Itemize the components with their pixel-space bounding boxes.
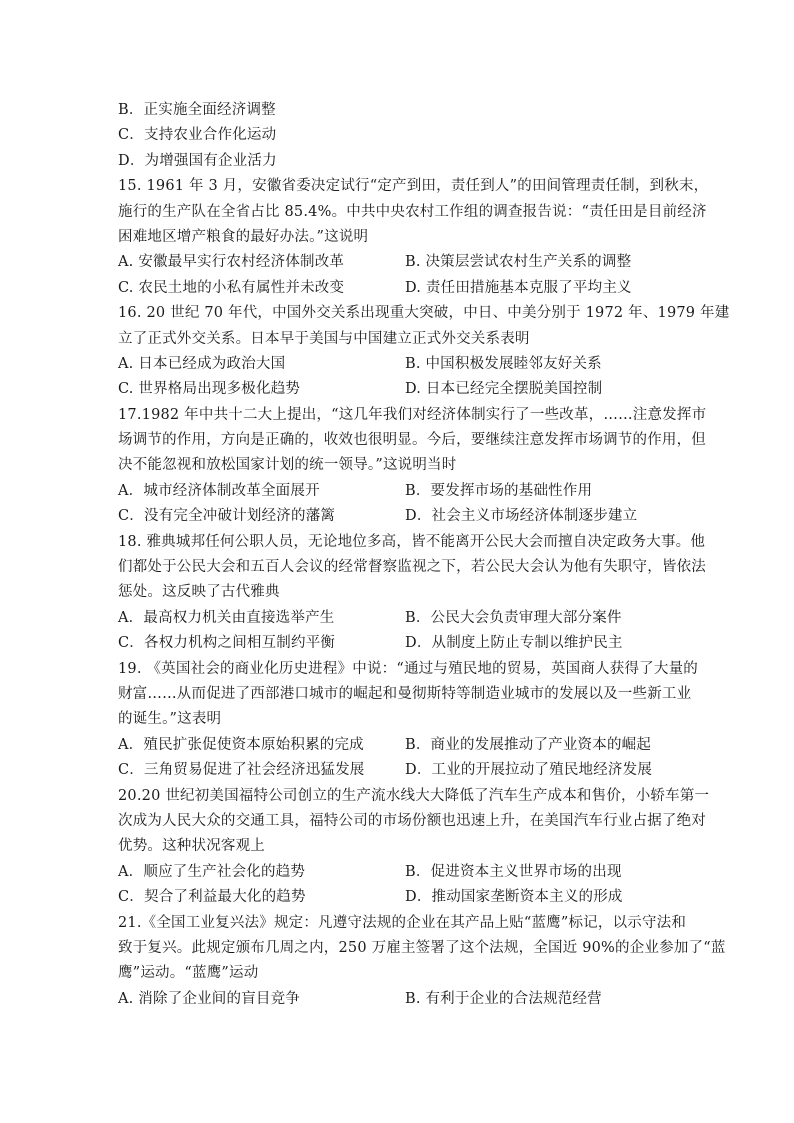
- question-stem-line: 施行的生产队在全省占比 85.4%。中共中央农村工作组的调查报告说：“责任田是目前经济: [118, 203, 707, 220]
- option-b: B．要发挥市场的基础性作用: [405, 482, 593, 499]
- question-17: [118, 403, 707, 530]
- question-stem-line: 21.《全国工业复兴法》规定：凡遵守法规的企业在其产品上贴“蓝鹰”标记，以示守法和: [118, 914, 687, 931]
- option-row: [118, 504, 688, 529]
- question-21: [118, 911, 726, 1013]
- option-b: B．商业的发展推动了产业资本的崛起: [405, 736, 652, 753]
- option-c: C．各权力机构之间相互制约平衡: [118, 635, 336, 652]
- option-b: B．促进资本主义世界市场的出现: [405, 863, 622, 880]
- option-row: [118, 987, 688, 1012]
- option-row: [118, 885, 688, 910]
- option-a: A. 安徽最早实行农村经济体制改革: [118, 254, 345, 271]
- question-stem-line: 优势。这种状况客观上: [118, 838, 265, 855]
- option-b: B. 有利于企业的合法规范经营: [405, 990, 602, 1007]
- option-row: [118, 758, 688, 783]
- question-19: [118, 657, 698, 784]
- option-a: A．顺应了生产社会化的趋势: [118, 863, 306, 880]
- question-stem-line: 们都处于公民大会和五百人会议的经常督察监视之下，若公民大会认为他有失职守，皆依法: [118, 559, 706, 576]
- question-15: [118, 174, 709, 301]
- option-c: C. 农民土地的小私有属性并未改变: [118, 279, 345, 296]
- q14-option-d: D．为增强国有企业活力: [118, 152, 277, 169]
- option-d: D．工业的开展拉动了殖民地经济发展: [405, 762, 653, 779]
- q14-option-b: B．正实施全面经济调整: [118, 102, 276, 118]
- option-b: B. 中国积极发展睦邻友好关系: [405, 355, 602, 372]
- question-stem-line: 困难地区增产粮食的最好办法。”这说明: [118, 228, 369, 245]
- question-stem-line: 立了正式外交关系。日本早于美国与中国建立正式外交关系表明: [118, 330, 530, 347]
- option-d: D. 日本已经完全摆脱美国控制: [405, 381, 603, 398]
- question-18: [118, 530, 706, 657]
- question-stem-line: 19. 《英国社会的商业化历史进程》中说：“通过与殖民地的贸易，英国商人获得了大量的: [118, 660, 698, 677]
- option-row: [118, 860, 688, 885]
- question-20: [118, 784, 710, 911]
- option-row: [118, 631, 688, 656]
- question-stem-line: 财富……从而促进了西部港口城市的崛起和曼彻斯特等制造业城市的发展以及一些新工业: [118, 685, 692, 702]
- option-b: B．公民大会负责审理大部分案件: [405, 609, 622, 626]
- exam-page: [118, 98, 730, 1012]
- option-d: D. 责任田措施基本克服了平均主义: [405, 279, 632, 296]
- option-d: D．推动国家垄断资本主义的形成: [405, 889, 623, 906]
- question-stem-line: 16. 20 世纪 70 年代，中国外交关系出现重大突破，中日、中美分别于 1972 年、1979 年建: [118, 305, 730, 322]
- option-b: B. 决策层尝试农村生产关系的调整: [405, 254, 632, 271]
- option-row: [118, 276, 688, 301]
- question-stem-line: 18. 雅典城邦任何公职人员，无论地位多高，皆不能离开公民大会而擅自决定政务大事。他: [118, 533, 706, 550]
- question-stem-line: 次成为人民大众的交通工具，福特公司的市场份额也迅速上升，在美国汽车行业占据了绝对: [118, 812, 706, 829]
- option-c: C．没有完全冲破计划经济的藩篱: [118, 508, 336, 525]
- option-d: D．社会主义市场经济体制逐步建立: [405, 508, 638, 525]
- option-c: C．三角贸易促进了社会经济迅猛发展: [118, 762, 365, 779]
- question-stem-line: 场调节的作用，方向是正确的，收效也很明显。今后，要继续注意发挥市场调节的作用，但: [118, 432, 706, 449]
- option-row: [118, 606, 688, 631]
- question-stem-line: 惩处。这反映了古代雅典: [118, 584, 280, 601]
- option-row: [118, 377, 688, 402]
- option-row: [118, 479, 688, 504]
- option-c: C．契合了利益最大化的趋势: [118, 889, 306, 906]
- question-stem-line: 的诞生。”这表明: [118, 711, 222, 728]
- question-stem-line: 鹰”运动。“蓝鹰”运动: [118, 965, 259, 982]
- question-stem-line: 致于复兴。此规定颁布几周之内，250 万雇主签署了这个法规，全国近 90%的企业参加了“蓝: [118, 939, 726, 956]
- question-16: [118, 301, 730, 403]
- option-row: [118, 250, 688, 275]
- option-row: [118, 352, 688, 377]
- option-c: C. 世界格局出现多极化趋势: [118, 381, 301, 398]
- option-a: A. 消除了企业间的盲目竞争: [118, 990, 300, 1007]
- question-stem-line: 15. 1961 年 3 月，安徽省委决定试行“定产到田，责任到人”的田间管理责任制，到秋末，: [118, 178, 709, 195]
- option-d: D．从制度上防止专制以维护民主: [405, 635, 623, 652]
- option-a: A．城市经济体制改革全面展开: [118, 482, 320, 499]
- option-a: A. 日本已经成为政治大国: [118, 355, 286, 372]
- option-row: [118, 733, 688, 758]
- question-stem-line: 17.1982 年中共十二大上提出，“这几年我们对经济体制实行了一些改革，……注意发挥市: [118, 406, 707, 423]
- q14-option-c: C．支持农业合作化运动: [118, 127, 277, 144]
- option-a: A．殖民扩张促使资本原始积累的完成: [118, 736, 364, 753]
- option-a: A．最高权力机关由直接选举产生: [118, 609, 335, 626]
- question-stem-line: 决不能忽视和放松国家计划的统一领导。”这说明当时: [118, 457, 457, 474]
- question-stem-line: 20.20 世纪初美国福特公司创立的生产流水线大大降低了汽车生产成本和售价，小轿车第一: [118, 787, 710, 804]
